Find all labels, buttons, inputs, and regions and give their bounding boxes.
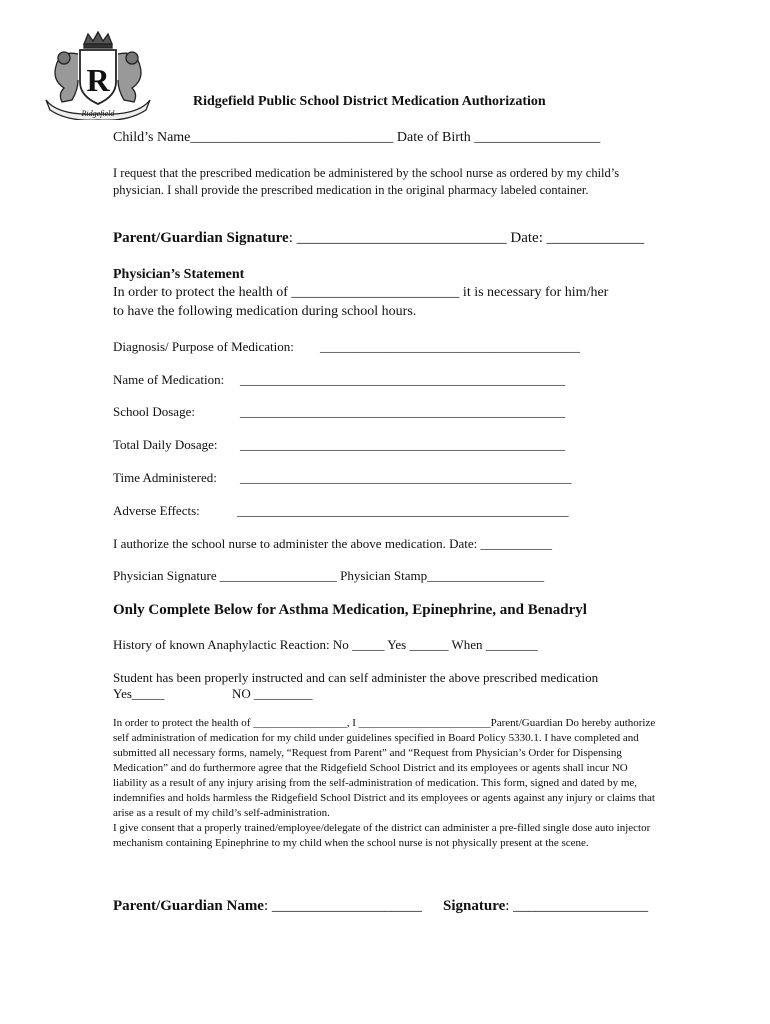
field-label: Adverse Effects: bbox=[113, 503, 200, 518]
physician-statement-line-1[interactable]: In order to protect the health of ________________________ it is necessary for him/her bbox=[113, 285, 609, 300]
physician-statement-heading: Physician’s Statement bbox=[113, 267, 245, 282]
field-label: Time Administered: bbox=[113, 470, 217, 485]
authorize-line[interactable]: I authorize the school nurse to administer the above medication. Date: ___________ bbox=[113, 536, 552, 551]
child-name-field[interactable]: _____________________________ bbox=[190, 130, 394, 145]
self-admin-yes[interactable]: Yes_____ bbox=[113, 686, 165, 701]
signature-field[interactable]: : __________________ bbox=[505, 898, 649, 914]
signature-label: Signature bbox=[443, 898, 506, 914]
self-admin-statement: Student has been properly instructed and can self administer the above prescribed medication bbox=[113, 670, 599, 685]
parent-name-label: Parent/Guardian Name bbox=[113, 898, 264, 914]
time-administered-input[interactable]: ___________________________________________________ bbox=[240, 470, 572, 485]
field-medication-name bbox=[113, 372, 224, 388]
total-daily-dosage-input[interactable]: __________________________________________________ bbox=[240, 437, 565, 452]
parent-signature-label: Parent/Guardian Signature bbox=[113, 230, 289, 246]
anaphylactic-history-line[interactable]: History of known Anaphylactic Reaction: No _____ Yes ______ When ________ bbox=[113, 637, 538, 652]
child-line bbox=[113, 130, 600, 146]
field-label: Total Daily Dosage: bbox=[113, 437, 218, 452]
parent-signature-field[interactable]: : ____________________________ bbox=[288, 230, 507, 246]
field-total-daily-dosage bbox=[113, 437, 218, 453]
asthma-section-heading: Only Complete Below for Asthma Medication, Epinephrine, and Benadryl bbox=[113, 602, 587, 618]
page-title: Ridgefield Public School District Medication Authorization bbox=[193, 94, 546, 109]
field-label: School Dosage: bbox=[113, 404, 195, 419]
dob-field[interactable]: __________________ bbox=[474, 130, 601, 145]
field-time-administered bbox=[113, 470, 217, 486]
field-label: Diagnosis/ Purpose of Medication: bbox=[113, 339, 294, 354]
parent-signature-date-field[interactable]: Date: _____________ bbox=[510, 230, 645, 246]
child-name-label: Child’s Name bbox=[113, 130, 191, 145]
crest-logo bbox=[38, 30, 158, 120]
final-signature bbox=[443, 898, 648, 915]
adverse-effects-input[interactable]: ___________________________________________________ bbox=[237, 503, 569, 518]
legal-text bbox=[113, 716, 661, 851]
field-label: Name of Medication: bbox=[113, 372, 225, 387]
svg-text:Ridgefield: Ridgefield bbox=[81, 109, 115, 118]
physician-statement-line-2: to have the following medication during school hours. bbox=[113, 304, 417, 319]
medication-name-input[interactable]: __________________________________________________ bbox=[240, 372, 565, 387]
request-paragraph: I request that the prescribed medication be administered by the school nurse as ordered by my child’s physician. I shall provide the prescribed medication in the original pharmacy labeled container. bbox=[113, 166, 620, 197]
diagnosis-input[interactable]: ________________________________________ bbox=[320, 339, 580, 354]
liability-paragraph: In order to protect the health of _________________, I ________________________Parent/Guardian Do hereby authorize self administration of medication for my child under guidelines specified in Board Policy 5330.1. I have completed and submitted all necessary forms, namely, “Request from Parent” and “Request from Physician’s Order for Dispensing Medication” and do furthermore agree that the Ridgefield School District and its employees or agents shall incur NO liability as a result of any injury arising from the self-administration of medication. This form, signed and dated by me, indemnifies and holds harmless the Ridgefield School District and its employees or agents against any injury or claims that arise as a result of my child’s self-administration. bbox=[113, 717, 656, 819]
final-signature-line bbox=[113, 898, 422, 915]
field-school-dosage bbox=[113, 404, 195, 420]
self-admin-no[interactable]: NO _________ bbox=[232, 686, 313, 701]
physician-signature-line[interactable]: Physician Signature __________________ Physician Stamp__________________ bbox=[113, 568, 545, 583]
dob-label: Date of Birth bbox=[396, 130, 471, 145]
epinephrine-consent-paragraph: I give consent that a properly trained/employee/delegate of the district can administer a pre-filled single dose auto injector mechanism containing Epinephrine to my child when the school nurse is not physically present at the scene. bbox=[113, 822, 651, 849]
school-dosage-input[interactable]: __________________________________________________ bbox=[240, 404, 565, 419]
field-diagnosis bbox=[113, 339, 294, 355]
svg-text:R: R bbox=[86, 62, 110, 98]
field-adverse-effects bbox=[113, 503, 200, 519]
parent-name-field[interactable]: : ____________________ bbox=[263, 898, 422, 914]
parent-signature-line bbox=[113, 230, 644, 247]
